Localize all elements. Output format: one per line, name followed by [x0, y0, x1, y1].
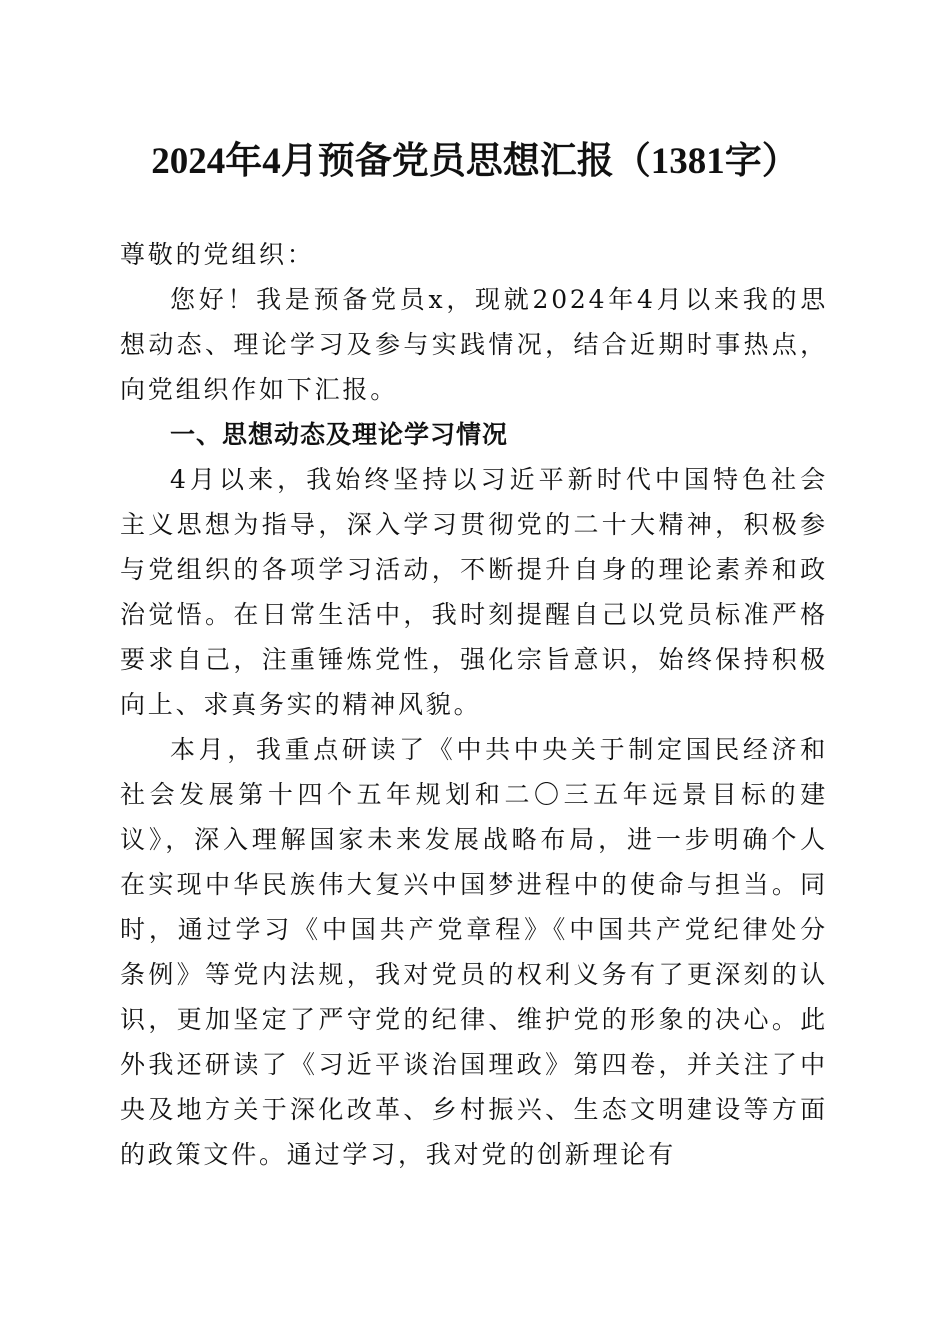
body-paragraph-1: 4月以来，我始终坚持以习近平新时代中国特色社会主义思想为指导，深入学习贯彻党的二十大精神，积极参与党组织的各项学习活动，不断提升自身的理论素养和政治觉悟。在日常生活中，我时刻提醒自己以党员标准严格要求自己，注重锤炼党性，强化宗旨意识，始终保持积极向上、求真务实的精神风貌。 — [120, 465, 828, 719]
document-body — [120, 232, 828, 1177]
section-heading-1: 一、思想动态及理论学习情况 — [170, 420, 509, 449]
document-title: 2024年4月预备党员思想汇报（1381字） — [151, 141, 799, 182]
intro-paragraph: 您好！我是预备党员x，现就2024年4月以来我的思想动态、理论学习及参与实践情况，结合近期时事热点，向党组织作如下汇报。 — [120, 285, 828, 404]
body-paragraph-2: 本月，我重点研读了《中共中央关于制定国民经济和社会发展第十四个五年规划和二〇三五年远景目标的建议》，深入理解国家未来发展战略布局，进一步明确个人在实现中华民族伟大复兴中国梦进程中的使命与担当。同时，通过学习《中国共产党章程》《中国共产党纪律处分条例》等党内法规，我对党员的权利义务有了更深刻的认识，更加坚定了严守党的纪律、维护党的形象的决心。此外我还研读了《习近平谈治国理政》第四卷，并关注了中央及地方关于深化改革、乡村振兴、生态文明建设等方面的政策文件。通过学习，我对党的创新理论有 — [120, 735, 828, 1169]
salutation: 尊敬的党组织： — [120, 240, 315, 269]
